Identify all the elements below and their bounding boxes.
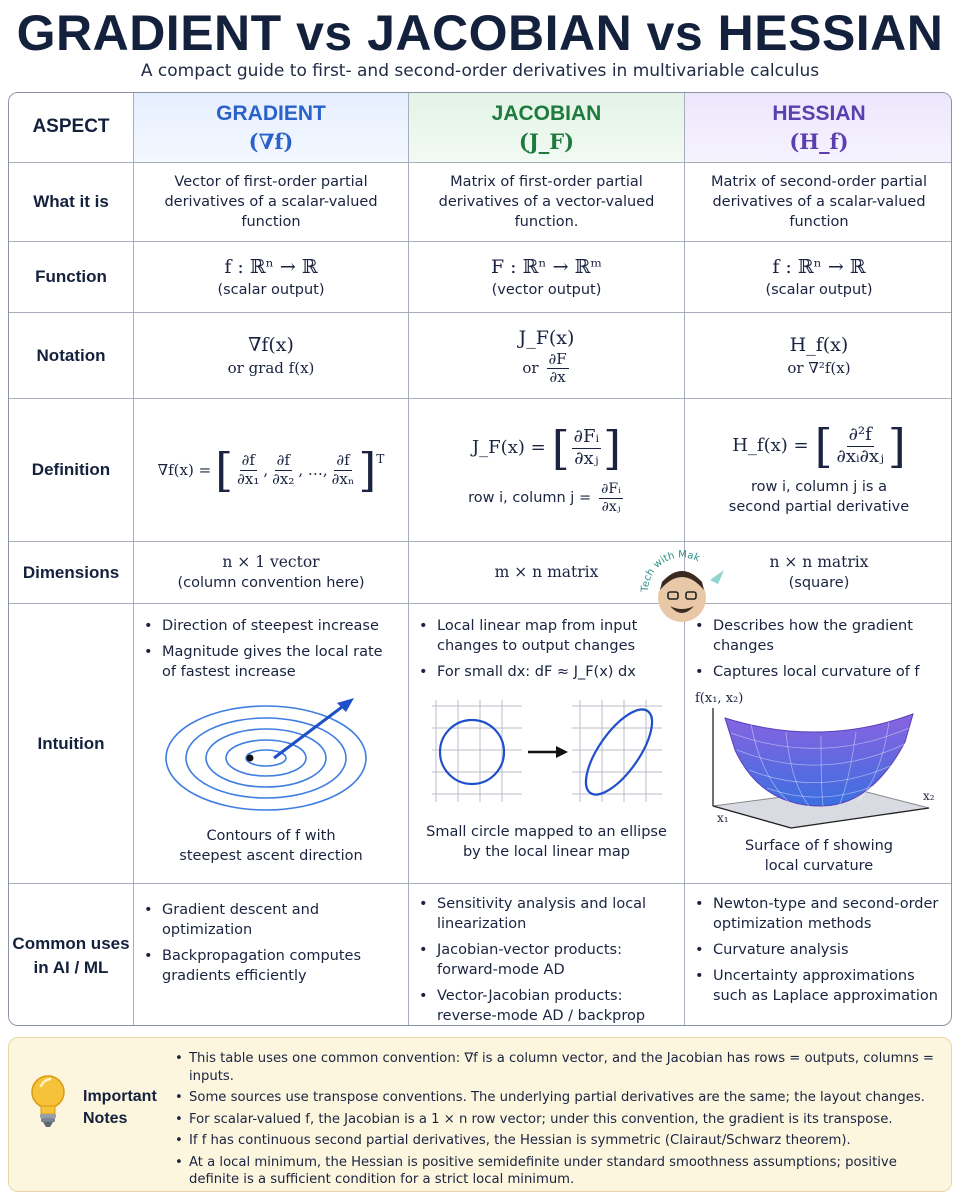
paraboloid-surface [725, 714, 913, 806]
function-gradient-formula: f : ℝⁿ → ℝ [224, 255, 318, 278]
intuition-gradient-caption: Contours of f with steepest ascent direction [179, 828, 363, 864]
watermark-avatar [636, 540, 726, 630]
dimensions-gradient [134, 542, 409, 604]
axis-label-f: f(x₁, x₂) [695, 691, 744, 706]
list-item: • Newton-type and second-order optimization methods [713, 894, 947, 934]
def-jac-row-text: row i, column j = [468, 490, 592, 506]
def-grad-dots: , …, [298, 460, 328, 479]
notation-hessian [685, 313, 952, 399]
header-aspect [9, 93, 134, 163]
notation-gradient-main: ∇f(x) [248, 334, 294, 357]
header-gradient [134, 93, 409, 163]
list-item: • Local linear map from input changes to output changes [437, 616, 670, 656]
uses-jacobian [409, 884, 685, 1026]
contour-ring [166, 706, 366, 810]
notes-label-1: Important [83, 1088, 157, 1105]
intuition-jacobian-caption: Small circle mapped to an ellipse by the local linear map [426, 824, 667, 860]
list-item: • Direction of steepest increase [162, 616, 394, 636]
what-gradient: Vector of first-order partial derivatives of a scalar-valued function [134, 163, 409, 242]
list-item: • Gradient descent and optimization [162, 900, 394, 940]
definition-jacobian-row [468, 481, 625, 514]
list-item: • Some sources use transpose conventions. The underlying partial derivatives are the same; the layout changes. [189, 1089, 949, 1107]
list-item: • Curvature analysis [713, 940, 947, 960]
definition-hessian-formula [732, 419, 906, 473]
list-item: • Backpropagation computes gradients efficiently [162, 946, 394, 986]
def-grad-f2-den: ∂x₂ [272, 469, 295, 488]
def-jac-num: ∂Fᵢ [573, 426, 600, 448]
row-function-label: Function [9, 242, 134, 313]
comma: , [263, 460, 269, 479]
def-hes-note2: second partial derivative [728, 499, 910, 515]
bracket-right: ] [358, 443, 377, 497]
dim-jac-main: m × n matrix [494, 562, 599, 581]
row-definition-label: Definition [9, 399, 134, 542]
uses-gradient-list [134, 900, 408, 992]
point-dot [247, 755, 254, 762]
notation-jacobian-fraction [547, 351, 569, 387]
map-arrow-head [556, 746, 568, 758]
contour-ring [206, 729, 326, 787]
function-hessian-formula: f : ℝⁿ → ℝ [772, 255, 866, 278]
contour-ring [226, 740, 306, 776]
def-hes-lhs: H_f(x) = [732, 434, 809, 456]
dim-grad-main: n × 1 vector [222, 552, 320, 571]
list-item: • Magnitude gives the local rate of fastest increase [162, 642, 394, 682]
def-hes-num: ∂²f [848, 423, 872, 445]
notation-jacobian-main: J_F(x) [518, 326, 575, 349]
row-intuition-label: Intuition [9, 604, 134, 884]
definition-gradient-formula [157, 443, 385, 497]
paper-plane-icon [710, 570, 724, 584]
row-what-label: What it is [9, 163, 134, 242]
list-item: • Vector-Jacobian products: reverse-mode AD / backprop [437, 986, 670, 1026]
uses-jacobian-list [409, 894, 684, 1026]
lightbulb-icon [27, 1072, 69, 1128]
row-uses-label-1: Common uses [12, 934, 130, 954]
def-jac-row-frac [599, 481, 623, 514]
uses-gradient [134, 884, 409, 1026]
def-grad-frac-3 [330, 452, 357, 488]
what-jacobian: Matrix of first-order partial derivatives of a vector-valued function. [409, 163, 685, 242]
uses-hessian-list [685, 894, 952, 1012]
definition-hessian [685, 399, 952, 542]
function-hessian [685, 242, 952, 313]
list-item: • This table uses one common convention: ∇f is a column vector, and the Jacobian has rows = outputs, columns = inputs. [189, 1050, 949, 1085]
header-jacobian [409, 93, 685, 163]
function-jacobian-formula: F : ℝⁿ → ℝᵐ [490, 255, 603, 278]
definition-gradient [134, 399, 409, 542]
row-notation-label: Notation [9, 313, 134, 399]
header-jacobian-name: JACOBIAN [491, 102, 602, 126]
axis-label-x1: x₁ [717, 811, 729, 825]
notes-label-2: Notes [83, 1110, 128, 1128]
intuition-hessian-caption: Surface of f showing local curvature [744, 838, 894, 874]
list-item: • Jacobian-vector products: forward-mode AD [437, 940, 670, 980]
header-gradient-symbol: (∇f) [248, 128, 294, 154]
bracket-left: [ [551, 421, 570, 476]
def-jac-den: ∂xⱼ [574, 447, 599, 469]
list-item: • Uncertainty approximations such as Laplace approximation [713, 966, 947, 1006]
bracket-left: [ [215, 443, 234, 497]
notation-jacobian-alt [522, 351, 570, 387]
notes-list [189, 1050, 949, 1193]
def-grad-f3-num: ∂f [336, 451, 350, 470]
def-hes-frac [835, 425, 886, 467]
def-grad-f2-num: ∂f [276, 451, 290, 470]
header-hessian-name: HESSIAN [772, 102, 866, 126]
intuition-gradient-list [134, 616, 408, 688]
def-grad-sup: T [376, 452, 385, 466]
intuition-gradient [134, 604, 409, 884]
dim-hes-note: (square) [788, 575, 850, 592]
hessian-surface-plot [691, 688, 947, 834]
comparison-table [8, 92, 952, 1026]
function-gradient [134, 242, 409, 313]
what-hessian: Matrix of second-order partial derivatives of a scalar-valued function [685, 163, 952, 242]
row-dimensions-label: Dimensions [9, 542, 134, 604]
def-grad-lhs: ∇f(x) = [157, 460, 212, 479]
header-hessian-symbol: (H_f) [789, 128, 849, 154]
list-item: • If f has continuous second partial derivatives, the Hessian is symmetric (Clairaut/Schwarz theorem). [189, 1132, 949, 1150]
function-jacobian-note: (vector output) [491, 282, 602, 299]
def-jac-row-num: ∂Fᵢ [601, 481, 621, 498]
uses-hessian [685, 884, 952, 1026]
definition-jacobian-formula [471, 421, 622, 476]
header-jacobian-symbol: (J_F) [518, 128, 575, 154]
notation-hessian-main: H_f(x) [789, 334, 849, 357]
function-jacobian [409, 242, 685, 313]
def-grad-f1-den: ∂x₁ [237, 469, 260, 488]
function-hessian-note: (scalar output) [765, 282, 873, 299]
dim-grad-note: (column convention here) [177, 575, 365, 592]
notation-jacobian [409, 313, 685, 399]
watermark-text-path: Tech with Mak [639, 549, 702, 593]
dim-hes-main: n × n matrix [769, 552, 869, 571]
definition-jacobian [409, 399, 685, 542]
def-grad-frac-2 [270, 452, 296, 488]
def-hes-note1: row i, column j is a [751, 479, 887, 495]
header-aspect-label: ASPECT [32, 116, 110, 138]
def-grad-f1-num: ∂f [241, 451, 255, 470]
notes-label [83, 1086, 169, 1131]
def-jac-frac [572, 427, 601, 469]
notation-jacobian-num: ∂F [548, 349, 567, 368]
list-item: • For scalar-valued f, the Jacobian is a 1 × n row vector; under this convention, the gradient is its transpose. [189, 1111, 949, 1129]
list-item: • Sensitivity analysis and local linearization [437, 894, 670, 934]
page-subtitle: A compact guide to first- and second-order derivatives in multivariable calculus [140, 61, 820, 81]
important-notes [8, 1037, 952, 1192]
notation-gradient-alt: or grad f(x) [227, 359, 315, 378]
def-hes-den: ∂xᵢ∂xⱼ [836, 445, 884, 467]
list-item: • Captures local curvature of f [713, 662, 949, 682]
contour-plot [156, 692, 386, 820]
header-hessian [685, 93, 952, 163]
row-uses-label-2: in AI / ML [33, 957, 109, 977]
def-jac-lhs: J_F(x) = [471, 436, 546, 458]
axis-label-x2: x₂ [923, 789, 935, 803]
contour-ring [186, 718, 346, 798]
linear-map-diagram [422, 692, 672, 812]
notation-jacobian-alt-prefix: or [522, 359, 539, 378]
def-jac-row-den: ∂xⱼ [601, 498, 621, 515]
header-gradient-name: GRADIENT [216, 102, 326, 126]
input-circle [440, 720, 504, 784]
def-grad-f3-den: ∂xₙ [331, 469, 355, 488]
notation-gradient [134, 313, 409, 399]
bracket-right: ] [887, 419, 906, 473]
intuition-jacobian [409, 604, 685, 884]
list-item: • At a local minimum, the Hessian is positive semidefinite under standard smoothness assumptions; positive definite is a sufficient condition for a strict local minimum. [189, 1154, 949, 1189]
page-title: GRADIENT vs JACOBIAN vs HESSIAN [16, 5, 944, 61]
def-grad-frac-1 [235, 452, 261, 488]
output-ellipse [573, 700, 663, 805]
function-gradient-note: (scalar output) [217, 282, 325, 299]
notation-jacobian-den: ∂x [549, 368, 566, 387]
bracket-left: [ [814, 419, 833, 473]
row-uses-label [9, 884, 134, 1026]
intuition-hessian [685, 604, 952, 884]
list-item: • Describes how the gradient changes [713, 616, 949, 656]
notation-hessian-alt: or ∇²f(x) [787, 359, 851, 378]
bracket-right: ] [603, 421, 622, 476]
list-item: • For small dx: dF ≈ J_F(x) dx [437, 662, 670, 682]
